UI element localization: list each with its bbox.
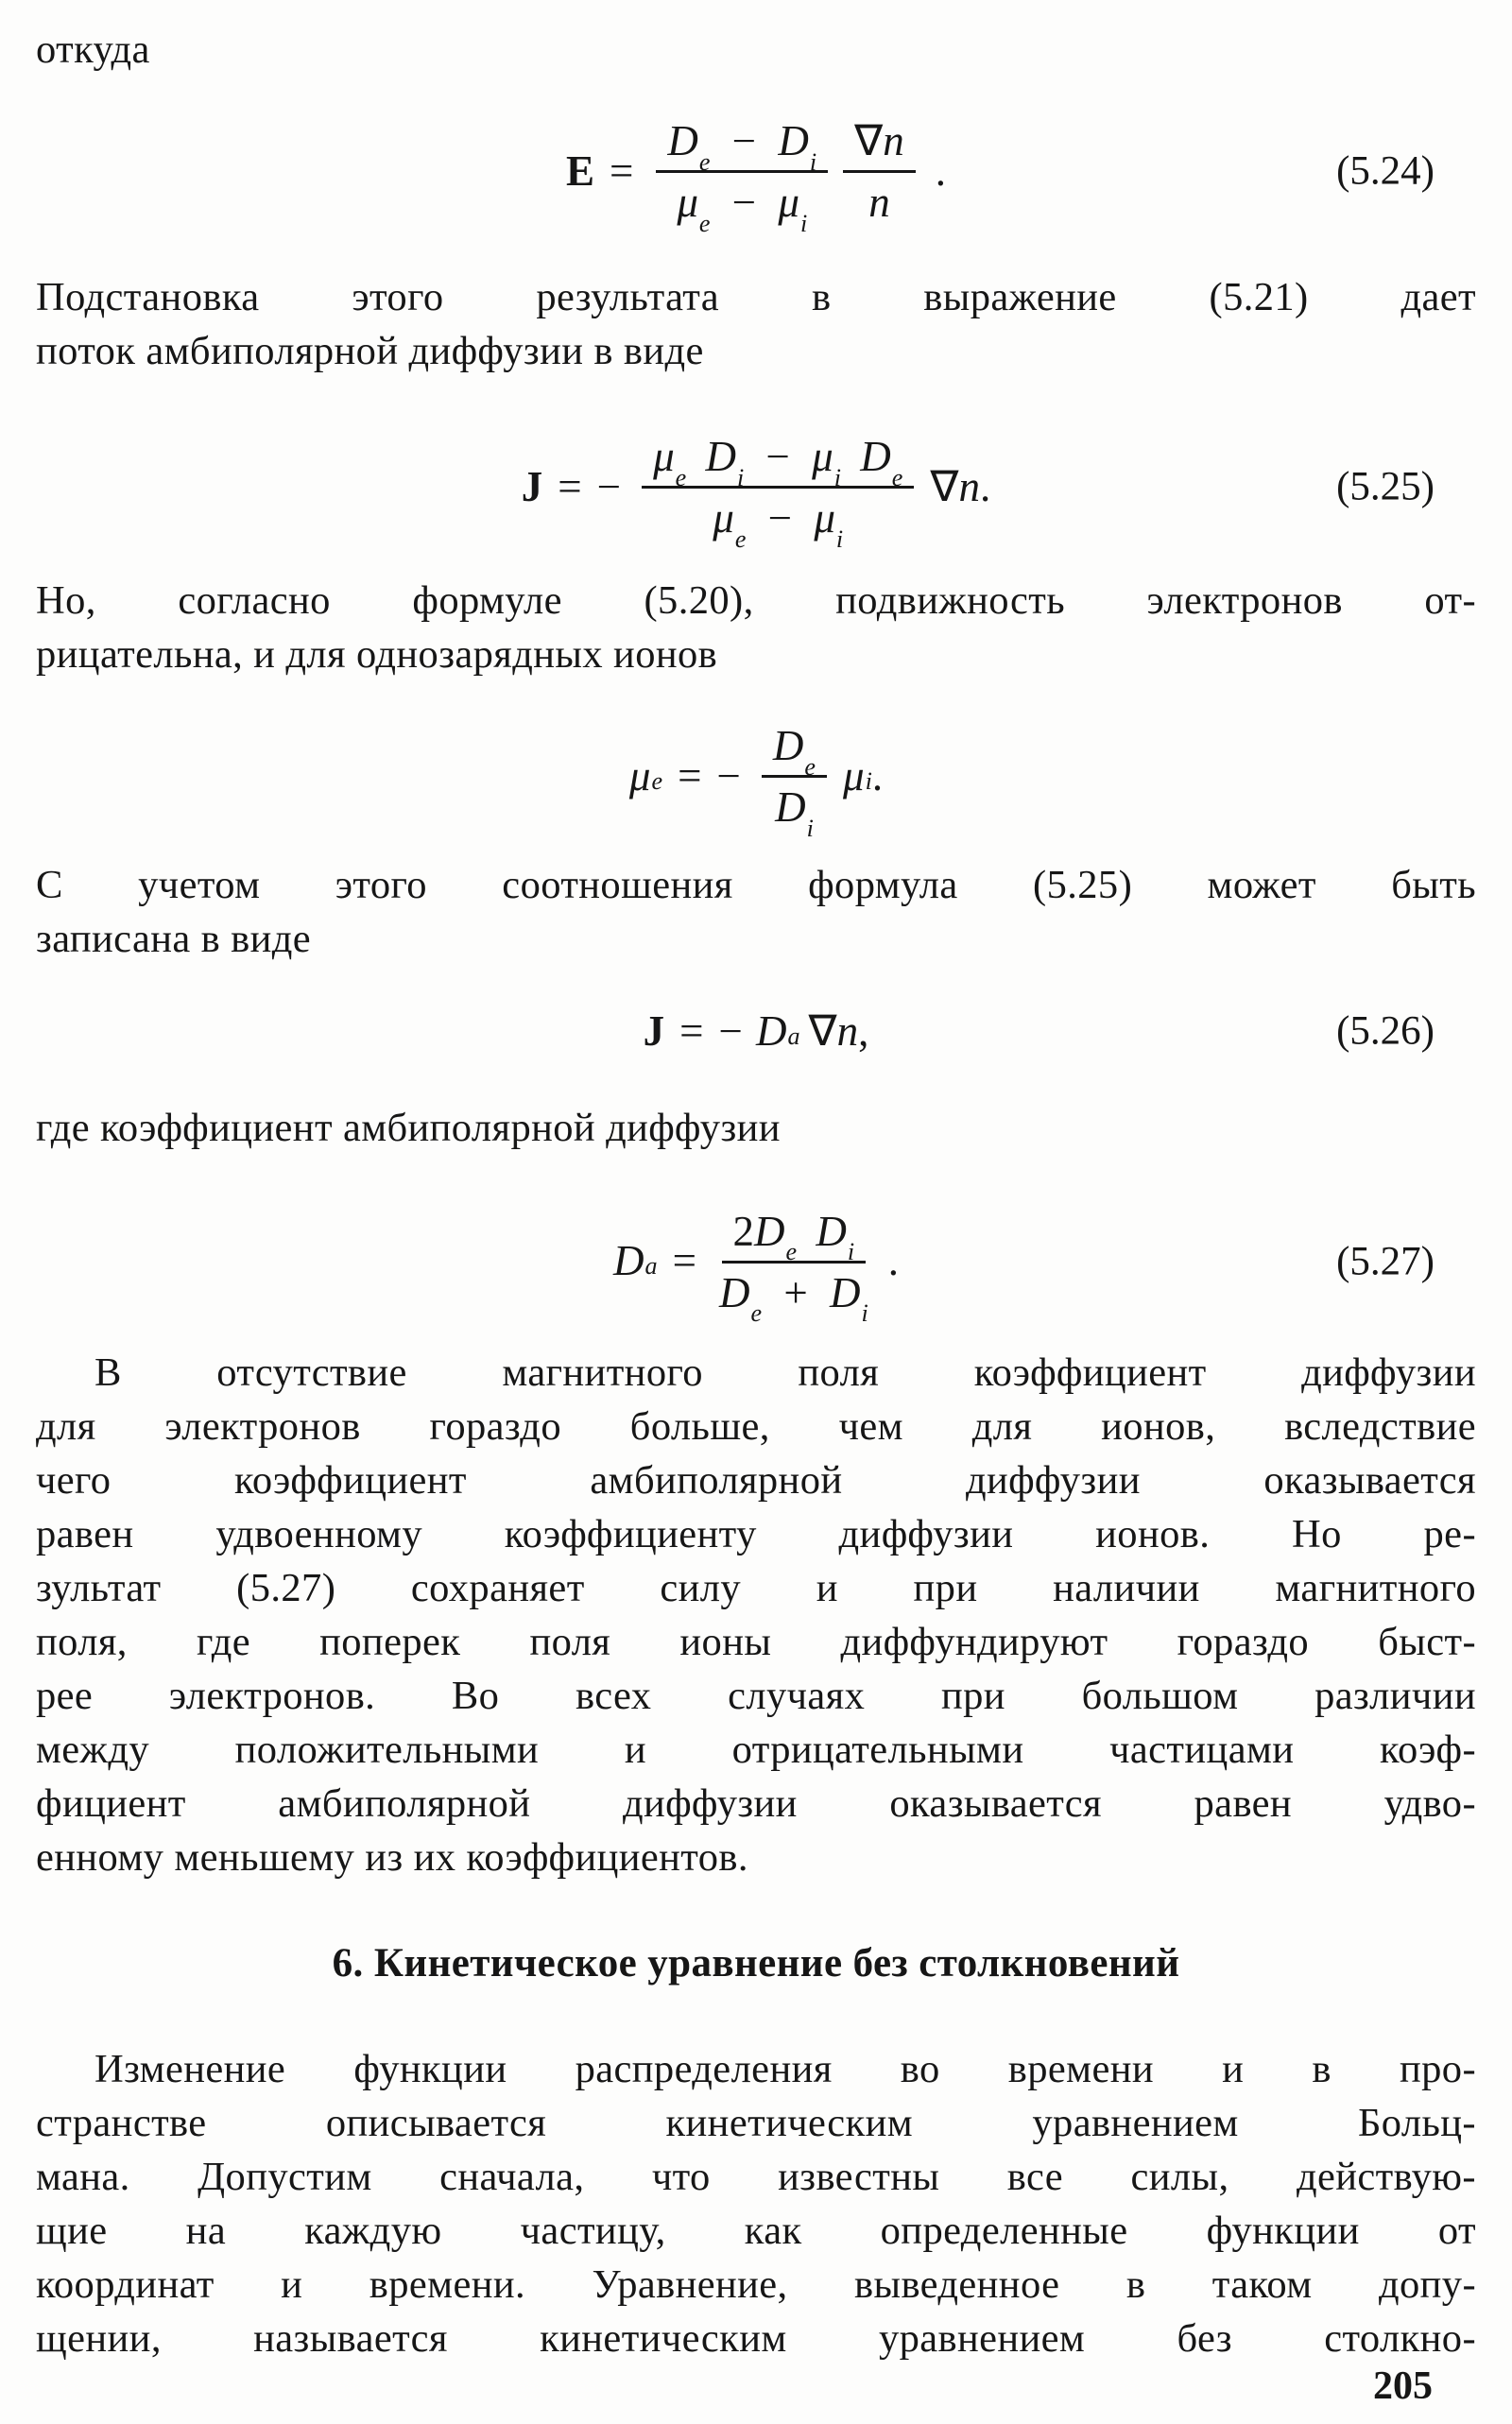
text-line: где коэффициент амбиполярной диффузии — [36, 1106, 781, 1150]
equation-body: D $_a$ = $\frac{2D_e D_i}{D_e + D_i}$ . — [613, 1207, 899, 1328]
paragraph — [36, 1101, 1476, 1155]
denominator: $D_i$ — [775, 783, 814, 842]
section-heading: 6. Кинетическое уравнение без столкновений — [332, 1941, 1180, 1986]
equation-body: J = − $\frac{\mu_e D_i - \mu_i D_e}{\mu_e - \mu_i}$ ∇ n . — [521, 433, 991, 553]
text-line: равен удвоенному коэффициенту диффузии ионов. Но ре- — [36, 1512, 1476, 1556]
text-line: щие на каждую частицу, как определенные функции от — [36, 2209, 1476, 2253]
sym: . — [979, 462, 991, 510]
nabla-symbol: ∇ — [930, 462, 959, 510]
text-line: для электронов гораздо больше, чем для ионов, вследствие — [36, 1404, 1476, 1449]
paragraph — [36, 2042, 1476, 2365]
sym: μ — [628, 751, 651, 799]
numerator: $D_e$ — [762, 723, 827, 778]
denominator: $\mu_e - \mu_i$ — [677, 179, 808, 237]
equation-body — [566, 117, 946, 237]
text-line: записана в виде — [36, 917, 312, 961]
text-line: Изменение функции распределения во времени и в про- — [94, 2047, 1476, 2091]
equation-number: (5.24) — [1336, 148, 1435, 194]
numerator: $D_e - D_i$ — [656, 118, 828, 173]
nabla-symbol: ∇ — [854, 117, 884, 164]
text-line: Но, согласно формуле (5.20), подвижность электронов от- — [36, 578, 1476, 623]
equation-body: μ $_e$ = − $\frac{D_e}{D_i}$ μ $_i$ . — [628, 722, 884, 842]
numerator: ∇n — [843, 118, 916, 173]
equation-number: (5.25) — [1336, 464, 1435, 509]
text-line: Подстановка этого результата в выражение (5.21) дает — [36, 275, 1476, 319]
text-line: рее электронов. Во всех случаях при большом различии — [36, 1674, 1476, 1718]
sym: J — [643, 1006, 665, 1055]
text-line: енному меньшему из их коэффициентов. — [36, 1835, 748, 1880]
paragraph — [36, 270, 1476, 378]
fraction — [656, 117, 828, 237]
denominator: $D_e + D_i$ — [718, 1268, 868, 1328]
equation-5-25 — [36, 411, 1476, 562]
sym: = — [558, 462, 582, 510]
text-line: зультат (5.27) сохраняет силу и при наличии магнитного — [36, 1566, 1476, 1610]
sym: − — [596, 462, 622, 510]
paragraph — [36, 1346, 1476, 1884]
text-line: странстве описывается кинетическим уравнением Больц- — [36, 2101, 1476, 2145]
nabla-symbol: ∇ — [808, 1006, 837, 1055]
equation-5-27 — [36, 1188, 1476, 1334]
sym: − — [718, 1006, 743, 1055]
text-line: мана. Допустим сначала, что известны все силы, действую- — [36, 2155, 1476, 2199]
sym: μ — [842, 751, 865, 799]
denominator: $\mu_e - \mu_i$ — [713, 494, 844, 553]
sym: . — [887, 1237, 899, 1284]
sym: , — [858, 1006, 869, 1055]
sym: . — [935, 146, 946, 195]
text-line: чего коэффициент амбиполярной диффузии оказывается — [36, 1458, 1476, 1503]
equation-5-24 — [36, 100, 1476, 242]
numerator: $\mu_e$ $D_i - \mu_i$ $D_e$ — [642, 434, 914, 489]
equation-5-26 — [36, 994, 1476, 1068]
sym: . — [871, 751, 884, 799]
paragraph — [36, 858, 1476, 966]
text-line: С учетом этого соотношения формула (5.25) может быть — [36, 863, 1476, 907]
fraction — [843, 118, 916, 224]
sym: J — [521, 462, 543, 510]
text-line: координат и времени. Уравнение, выведенное в таком допу- — [36, 2262, 1476, 2307]
sym: = — [679, 1006, 704, 1055]
fraction — [642, 433, 914, 553]
equation-body: J = − D $_a$ ∇ n , — [643, 1006, 869, 1055]
fraction — [762, 722, 827, 842]
text-line: щении, называется кинетическим уравнением без столкно- — [36, 2316, 1476, 2361]
text-line: между положительными и отрицательными частицами коэф- — [36, 1728, 1476, 1772]
text-line: рицательна, и для однозарядных ионов — [36, 632, 718, 677]
text-line: В отсутствие магнитного поля коэффициент диффузии — [94, 1350, 1476, 1395]
denominator: n — [868, 179, 890, 226]
text-line: поток амбиполярной диффузии в виде — [36, 329, 704, 373]
equation-mu — [36, 705, 1476, 847]
sym: = — [610, 146, 634, 195]
sym: − — [716, 751, 741, 799]
sym: 2 — [732, 1207, 755, 1255]
text-line: поля, где поперек поля ионы диффундируют гораздо быст- — [36, 1620, 1476, 1664]
intro-word: откуда — [36, 27, 150, 72]
equation-number: (5.26) — [1336, 1008, 1435, 1054]
text-line: фициент амбиполярной диффузии оказывается равен удво- — [36, 1781, 1476, 1826]
sym: = — [678, 751, 702, 799]
sym: D — [613, 1237, 644, 1284]
equation-number: (5.27) — [1336, 1239, 1435, 1283]
numerator: $2D_e$ $D_i$ — [722, 1209, 867, 1264]
sym: E — [566, 146, 595, 195]
page-number: 205 — [1373, 2364, 1433, 2408]
sym: = — [672, 1237, 696, 1284]
paragraph — [36, 574, 1476, 681]
